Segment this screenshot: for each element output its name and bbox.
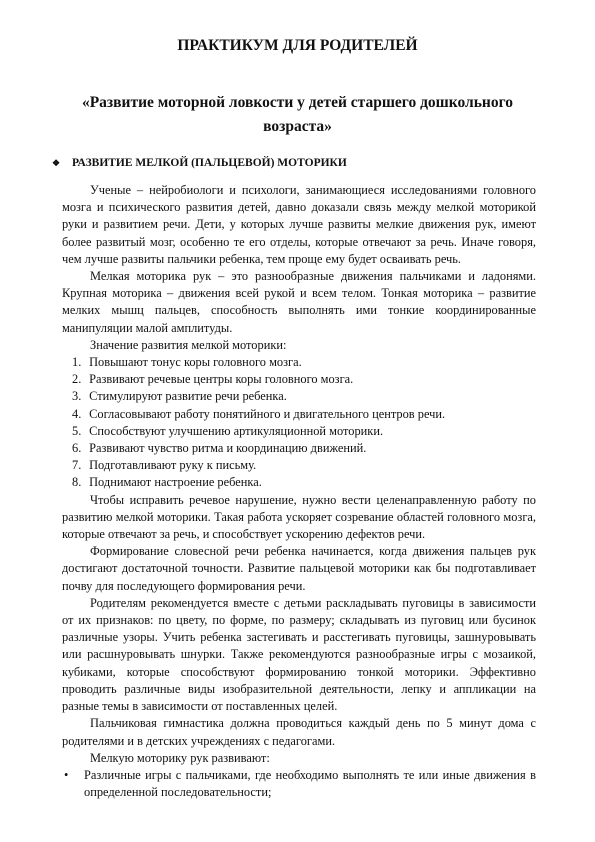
list-number: 7.: [72, 458, 82, 473]
list-item: [62, 388, 536, 405]
page-title: ПРАКТИКУМ ДЛЯ РОДИТЕЛЕЙ: [177, 37, 418, 54]
paragraph: Пальчиковая гимнастика должна проводиться каждый день по 5 минут дома с родителями и в детских учреждениях с педагогами.: [62, 716, 536, 748]
list-item: [62, 371, 536, 388]
list-item-text: Согласовывают работу понятийного и двигательного центров речи.: [89, 406, 446, 421]
list-number: 1.: [72, 355, 82, 370]
paragraph: Родителям рекомендуется вместе с детьми раскладывать пуговицы в зависимости от их признаков: по цвету, по форме, по размеру; складывать из пуговиц или бусинок различные узоры. Учить ребенка застегивать и расстегивать пуговицы, зашнуровывать или расшнуровывать шнурки. Также рекомендуются разнообразные игры с мозаикой, кубиками, которые способствуют формированию тонкой моторики. Эффективно проводить различные виды изобразительной деятельности, лепку и аппликации на разные темы в зависимости от поставленных целей.: [62, 595, 536, 714]
paragraph: Значение развития мелкой моторики:: [90, 337, 287, 352]
list-number: 6.: [72, 441, 82, 456]
list-item: [62, 354, 536, 371]
bullet-item-text: Различные игры с пальчиками, где необходимо выполнять те или иные движения в определенной последовательности;: [84, 767, 536, 800]
page-subtitle: «Развитие моторной ловкости у детей старшего дошкольного возраста»: [81, 94, 514, 135]
list-item: [62, 406, 536, 423]
paragraph: Формирование словесной речи ребенка начинается, когда движения пальцев рук достигают достаточной точности. Развитие пальцевой моторики как бы подготавливает почву для последующего формирования речи.: [62, 544, 536, 593]
paragraph: Чтобы исправить речевое нарушение, нужно вести целенаправленную работу по развитию мелкой моторики. Такая работа ускоряет созревание областей головного мозга, которые отвечают за речь, и способствует ускорению дефектов речи.: [62, 492, 536, 542]
list-number: 2.: [72, 372, 82, 387]
list-number: 8.: [72, 475, 82, 490]
section-heading-text: РАЗВИТИЕ МЕЛКОЙ (ПАЛЬЦЕВОЙ) МОТОРИКИ: [72, 157, 347, 169]
list-item: [62, 440, 536, 457]
list-item-text: Стимулируют развитие речи ребенка.: [89, 389, 287, 404]
numbered-list: [62, 354, 536, 492]
list-item-text: Повышают тонус коры головного мозга.: [89, 355, 302, 370]
section-heading: [52, 155, 532, 171]
list-item-text: Развивают чувство ритма и координацию движений.: [89, 441, 367, 456]
bullet-dot-icon: •: [64, 767, 69, 782]
list-item-text: Подготавливают руку к письму.: [89, 458, 257, 473]
list-item-text: Поднимают настроение ребенка.: [89, 475, 262, 490]
bullet-item: [62, 767, 536, 801]
list-number: 4.: [72, 406, 82, 421]
list-item-text: Способствуют улучшению артикуляционной моторики.: [89, 423, 384, 438]
paragraph: Ученые – нейробиологи и психологи, занимающиеся исследованиями головного мозга и психического развития детей, давно доказали связь между мелкой моторикой руки и развитием речи. Дети, у которых лучше развиты мелкие движения рук, имеют более развитый мозг, особенно те его отделы, которые отвечают за речь. Иначе говоря, чем лучше развиты пальчики ребенка, тем проще ему будет осваивать речь.: [62, 183, 536, 266]
paragraph: Мелкая моторика рук – это разнообразные движения пальчиками и ладонями. Крупная моторика – движения всей рукой и всем телом. Тонкая моторика – развитие мелких мышц пальцев, способность выполнять ими тонкие координированные манипуляции малой амплитуды.: [62, 269, 536, 335]
paragraph: Мелкую моторику рук развивают:: [90, 750, 270, 765]
list-item-text: Развивают речевые центры коры головного мозга.: [89, 372, 354, 387]
list-item: [62, 423, 536, 440]
list-number: 3.: [72, 389, 82, 404]
list-item: [62, 457, 536, 474]
bullet-list: [62, 767, 536, 801]
list-item: [62, 474, 536, 491]
diamond-bullet-icon: ❖: [52, 158, 61, 168]
document-body: [62, 182, 536, 801]
list-number: 5.: [72, 423, 82, 438]
